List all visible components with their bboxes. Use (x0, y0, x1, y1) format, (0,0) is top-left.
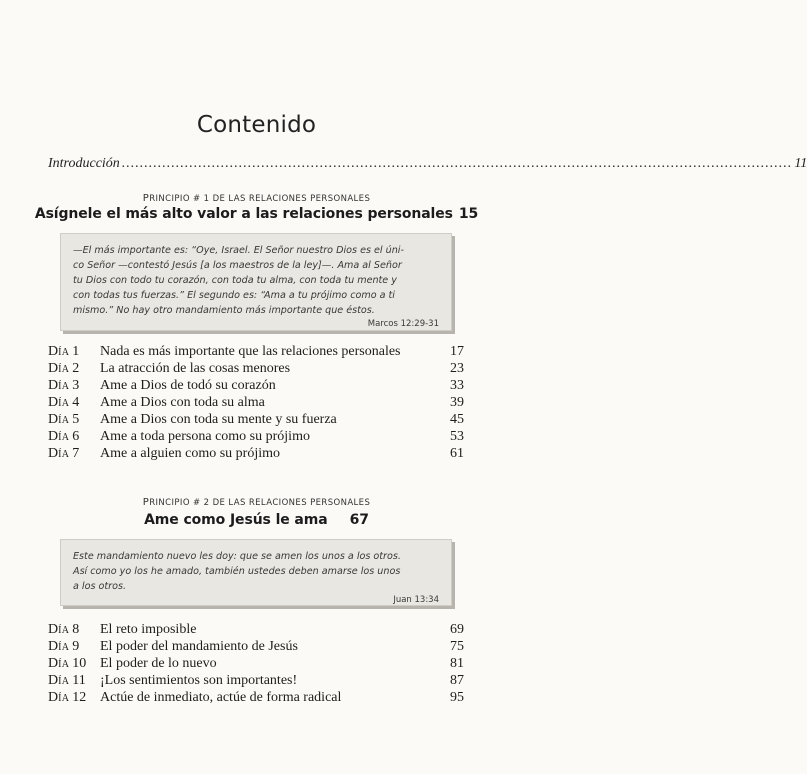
day-title: Actúe de inmediato, actúe de forma radical (100, 690, 342, 705)
day-page: 53 (450, 429, 464, 444)
dot-leader: ..................................................................................................................................................... (121, 156, 793, 171)
day-label: DÍA 7 (48, 446, 80, 461)
day-page: 33 (450, 378, 464, 393)
page-title: Contenido (196, 112, 317, 138)
day-page: 95 (450, 690, 464, 705)
toc-row (48, 412, 464, 429)
principle-2-heading (0, 512, 513, 528)
toc-row (48, 446, 464, 463)
toc-row (48, 673, 464, 690)
toc-intro-entry (48, 156, 807, 172)
toc-row (48, 395, 464, 412)
principle-2-suffix: DE LAS RELACIONES PERSONALES (212, 498, 371, 508)
day-page: 23 (450, 361, 464, 376)
toc-row (48, 361, 464, 378)
principle-2-word: RINCIPIO (149, 498, 190, 508)
day-label: DÍA 3 (48, 378, 80, 393)
quote-reference: Juan 13:34 (393, 595, 439, 605)
toc-row (48, 639, 464, 656)
principle-1-label (0, 193, 513, 204)
day-label: DÍA 6 (48, 429, 80, 444)
day-label: DÍA 11 (48, 673, 86, 688)
day-page: 45 (450, 412, 464, 427)
day-title: Ame a Dios con toda su alma (100, 395, 265, 410)
intro-page: 11 (794, 156, 807, 171)
principle-1-prefix: P (142, 193, 150, 204)
principle-2-page: 67 (349, 512, 369, 528)
day-title: Ame a toda persona como su prójimo (100, 429, 310, 444)
day-title: El reto imposible (100, 622, 197, 637)
quote-line: Así como yo los he amado, también ustedes deben amarse los unos (73, 566, 401, 577)
day-page: 87 (450, 673, 464, 688)
day-page: 17 (450, 344, 464, 359)
principle-1-word: RINCIPIO (149, 194, 190, 204)
day-title: Ame a alguien como su prójimo (100, 446, 281, 461)
day-page: 39 (450, 395, 464, 410)
principle-1-heading (0, 206, 513, 222)
day-title: Nada es más importante que las relaciones personales (100, 344, 401, 359)
principle-2-number: # 2 (193, 498, 210, 508)
day-page: 81 (450, 656, 464, 671)
principle-2-title: Ame como Jesús le ama (144, 512, 328, 528)
day-label: DÍA 10 (48, 656, 87, 671)
intro-label: Introducción (48, 156, 120, 171)
toc-row (48, 622, 464, 639)
day-label: DÍA 4 (48, 395, 80, 410)
day-page: 75 (450, 639, 464, 654)
day-page: 61 (450, 446, 464, 461)
principle-2-label (0, 497, 513, 508)
principle-1-title: Asígnele el más alto valor a las relaciones personales (34, 206, 453, 222)
quote-line: —El más importante es: “Oye, Israel. El Señor nuestro Dios es el úni- (73, 245, 404, 256)
principle-1-number: # 1 (193, 194, 210, 204)
day-list-1 (48, 344, 464, 463)
day-page: 69 (450, 622, 464, 637)
day-label: DÍA 8 (48, 622, 80, 637)
day-list-2 (48, 622, 464, 707)
day-label: DÍA 5 (48, 412, 80, 427)
quote-line: Este mandamiento nuevo les doy: que se amen los unos a los otros. (73, 551, 401, 562)
principle-1-page: 15 (458, 206, 479, 222)
principle-2-prefix: P (142, 497, 150, 508)
toc-row (48, 378, 464, 395)
day-title: El poder del mandamiento de Jesús (100, 639, 298, 654)
quote-line: co Señor —contestó Jesús [a los maestros de la ley]—. Ama al Señor (73, 260, 402, 271)
day-title: ¡Los sentimientos son importantes! (100, 673, 298, 688)
scripture-quote-2 (60, 539, 452, 606)
quote-line: mismo.” No hay otro mandamiento más importante que éstos. (73, 305, 375, 316)
quote-reference: Marcos 12:29-31 (367, 319, 439, 329)
day-title: La atracción de las cosas menores (100, 361, 291, 376)
toc-row (48, 656, 464, 673)
day-label: DÍA 12 (48, 690, 87, 705)
toc-row (48, 429, 464, 446)
quote-line: tu Dios con todo tu corazón, con toda tu alma, con toda tu mente y (73, 275, 397, 286)
day-label: DÍA 1 (48, 344, 80, 359)
toc-row (48, 690, 464, 707)
quote-line: a los otros. (73, 581, 127, 592)
principle-1-suffix: DE LAS RELACIONES PERSONALES (212, 194, 371, 204)
day-title: Ame a Dios de todó su corazón (100, 378, 276, 393)
day-label: DÍA 2 (48, 361, 80, 376)
day-title: El poder de lo nuevo (100, 656, 217, 671)
quote-line: con todas tus fuerzas.” El segundo es: “Ama a tu prójimo como a ti (73, 290, 395, 301)
toc-row (48, 344, 464, 361)
scripture-quote-1 (60, 233, 452, 331)
day-label: DÍA 9 (48, 639, 80, 654)
day-title: Ame a Dios con toda su mente y su fuerza (100, 412, 337, 427)
